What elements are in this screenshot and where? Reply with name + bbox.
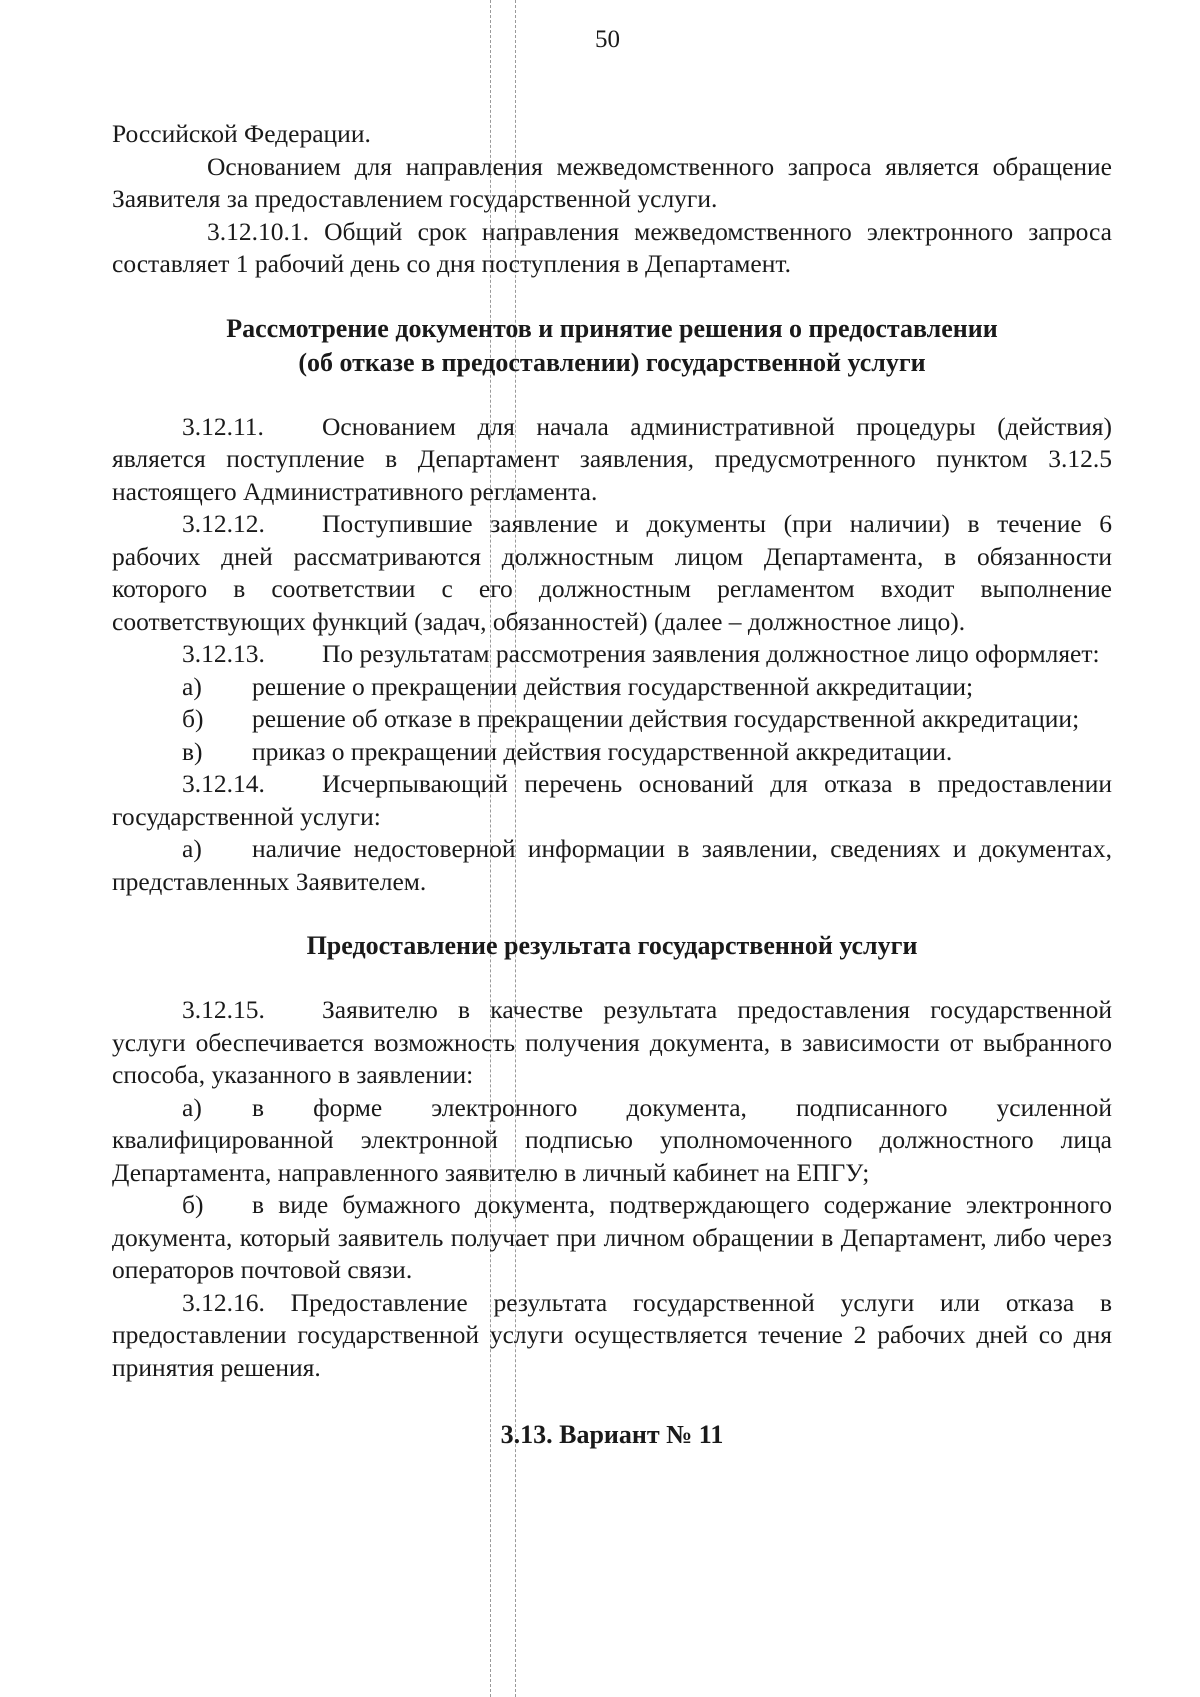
paragraph-3-12-13 — [112, 638, 1112, 671]
list-text: наличие недостоверной информации в заявлении, сведениях и документах, представленных Заявителем. — [112, 834, 1112, 896]
list-item-v — [112, 736, 1112, 769]
paragraph-3-12-16: 3.12.16. Предоставление результата государственной услуги или отказа в предоставлении государственной услуги осуществляется течение 2 рабочих дней со дня принятия решения. — [112, 1287, 1112, 1382]
section-heading-review-line2: (об отказе в предоставлении) государственной услуги — [298, 347, 926, 377]
list-letter: б) — [182, 704, 204, 733]
clause-number: 3.12.15. — [182, 995, 265, 1024]
clause-text: По результатам рассмотрения заявления должностное лицо оформляет: — [322, 639, 1100, 668]
clause-text: Исчерпывающий перечень оснований для отказа в предоставлении государственной услуги: — [112, 769, 1112, 831]
list-item-refusal-a — [112, 833, 1112, 898]
document-body — [112, 118, 1112, 1452]
section-heading-result-title: Предоставление результата государственной услуги — [306, 931, 918, 960]
paragraph-3-12-15 — [112, 994, 1112, 1092]
list-item-paper — [112, 1189, 1112, 1287]
paragraph-interagency-basis: Основанием для направления межведомственного запроса является обращение Заявителя за предоставлением государственной услуги. — [112, 151, 1112, 213]
list-item-a — [112, 671, 1112, 704]
list-text: решение о прекращении действия государственной аккредитации; — [252, 671, 974, 701]
section-heading-variant-title: 3.13. Вариант № 11 — [500, 1420, 724, 1449]
section-heading-review — [112, 312, 1112, 380]
paragraph-continuation: Российской Федерации. — [112, 119, 371, 148]
paragraph-3-12-14 — [112, 768, 1112, 833]
list-letter: а) — [182, 1092, 202, 1122]
section-heading-result — [112, 929, 1112, 963]
page-number: 50 — [595, 26, 620, 53]
list-letter: а) — [182, 671, 202, 701]
clause-number: 3.12.12. — [182, 509, 265, 538]
clause-number: 3.12.14. — [182, 769, 265, 798]
paragraph-3-12-10-1: 3.12.10.1. Общий срок направления межведомственного электронного запроса составляет 1 рабочий день со дня поступления в Департамент. — [112, 216, 1112, 278]
list-item-electronic — [112, 1092, 1112, 1190]
list-letter: в) — [182, 736, 203, 766]
list-text: решение об отказе в прекращении действия государственной аккредитации; — [252, 704, 1080, 733]
clause-number: 3.12.13. — [182, 639, 265, 668]
section-heading-variant — [112, 1418, 1112, 1452]
section-heading-review-line1: Рассмотрение документов и принятие решения о предоставлении — [226, 313, 998, 343]
list-text: в виде бумажного документа, подтверждающего содержание электронного документа, который заявитель получает при личном обращении в Департамент, либо через операторов почтовой связи. — [112, 1190, 1112, 1284]
clause-text: Поступившие заявление и документы (при наличии) в течение 6 рабочих дней рассматриваются должностным лицом Департамента, в обязанности которого в соответствии с его должностным регламентом входит выполнение соответствующих функций (задач, обязанностей) (далее – должностное лицо). — [112, 509, 1112, 636]
paragraph-3-12-11 — [112, 411, 1112, 509]
list-letter: а) — [182, 834, 202, 863]
list-letter: б) — [182, 1190, 204, 1219]
list-text: в форме электронного документа, подписанного усиленной квалифицированной электронной подписью уполномоченного должностного лица Департамента, направленного заявителю в личный кабинет на ЕПГУ; — [112, 1092, 1112, 1187]
clause-text: Основанием для начала административной процедуры (действия) является поступление в Департамент заявления, предусмотренного пунктом 3.12.5 настоящего Административного регламента. — [112, 411, 1112, 506]
paragraph-3-12-12 — [112, 508, 1112, 638]
list-text: приказ о прекращении действия государственной аккредитации. — [252, 736, 953, 766]
list-item-b — [112, 703, 1112, 736]
clause-number: 3.12.11. — [182, 411, 264, 441]
clause-text: Заявителю в качестве результата предоставления государственной услуги обеспечивается возможность получения документа, в зависимости от выбранного способа, указанного в заявлении: — [112, 995, 1112, 1089]
